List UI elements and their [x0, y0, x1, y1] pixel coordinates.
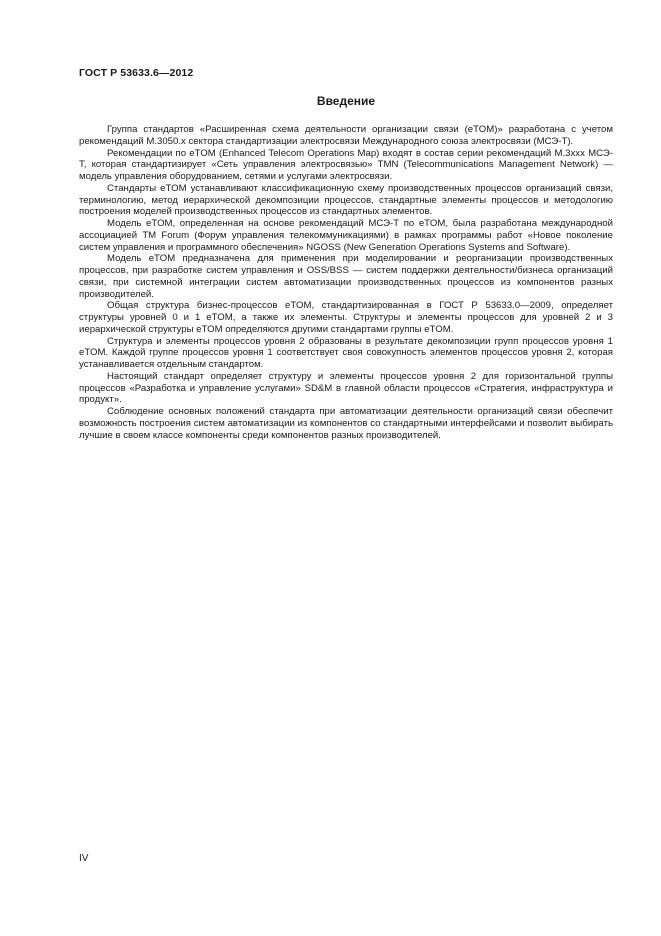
paragraph-2: Рекомендации по eTOM (Enhanced Telecom Operations Map) входят в состав серии рекомендаций M.3xxx МСЭ-Т, которая стандартизирует «Сеть управления электросвязью» TMN (Telecommunications Management Network) — модель управления оборудованием, сетями и услугами электросвязи. — [79, 147, 613, 182]
page-number: IV — [79, 853, 89, 864]
paragraph-8: Настоящий стандарт определяет структуру и элементы процессов уровня 2 для горизонтальной группы процессов «Разработка и управление услугами» SD&M в главной области процессов «Стратегия, инфраструктура и продукт». — [79, 370, 613, 406]
document-code-header: ГОСТ Р 53633.6—2012 — [79, 67, 194, 79]
introduction-body — [79, 124, 613, 441]
paragraph-5: Модель eTOM предназначена для применения при моделировании и реорганизации производственных процессов, при разработке систем управления и OSS/BSS — систем поддержки деятельности/бизнеса организаций связи, при системной интеграции систем автоматизации производственных процессов из компонентов разных производителей. — [79, 253, 613, 300]
paragraph-4: Модель eTOM, определенная на основе рекомендаций МСЭ-Т по eTOM, была разработана международной ассоциацией TM Forum (Форум управления телекоммуникациями) в рамках программы работ «Новое поколение систем управления и программного обеспечения» NGOSS (New Generation Operations Systems and Software). — [79, 218, 613, 253]
paragraph-1: Группа стандартов «Расширенная схема деятельности организации связи (eTOM)» разработана с учетом рекомендаций M.3050.x сектора стандартизации электросвязи Международного союза электросвязи (МСЭ-Т). — [79, 124, 613, 147]
paragraph-7: Структура и элементы процессов уровня 2 образованы в результате декомпозиции групп процессов уровня 1 eTOM. Каждой группе процессов уровня 1 соответствует своя совокупность элементов процессов уровня 2, которая устанавливается отдельным стандартом. — [79, 335, 613, 370]
paragraph-3: Стандарты eTOM устанавливают классификационную схему производственных процессов организаций связи, терминологию, метод иерархической декомпозиции процессов, стандартные элементы процессов и методологию построения моделей производственных процессов из стандартных элементов. — [79, 182, 613, 218]
paragraph-6: Общая структура бизнес-процессов eTOM, стандартизированная в ГОСТ Р 53633.0—2009, определяет структуры уровней 0 и 1 eTOM, а также их элементы. Структуры и элементы процессов для уровней 2 и 3 иерархической структуры eTOM определяются другими стандартами группы eTOM. — [79, 300, 613, 335]
paragraph-9: Соблюдение основных положений стандарта при автоматизации деятельности организаций связи обеспечит возможность построения систем автоматизации из компонентов со стандартными интерфейсами и позволит выбирать лучшие в своем классе компоненты среди компонентов разных производителей. — [79, 406, 613, 441]
section-title-introduction: Введение — [316, 94, 376, 108]
